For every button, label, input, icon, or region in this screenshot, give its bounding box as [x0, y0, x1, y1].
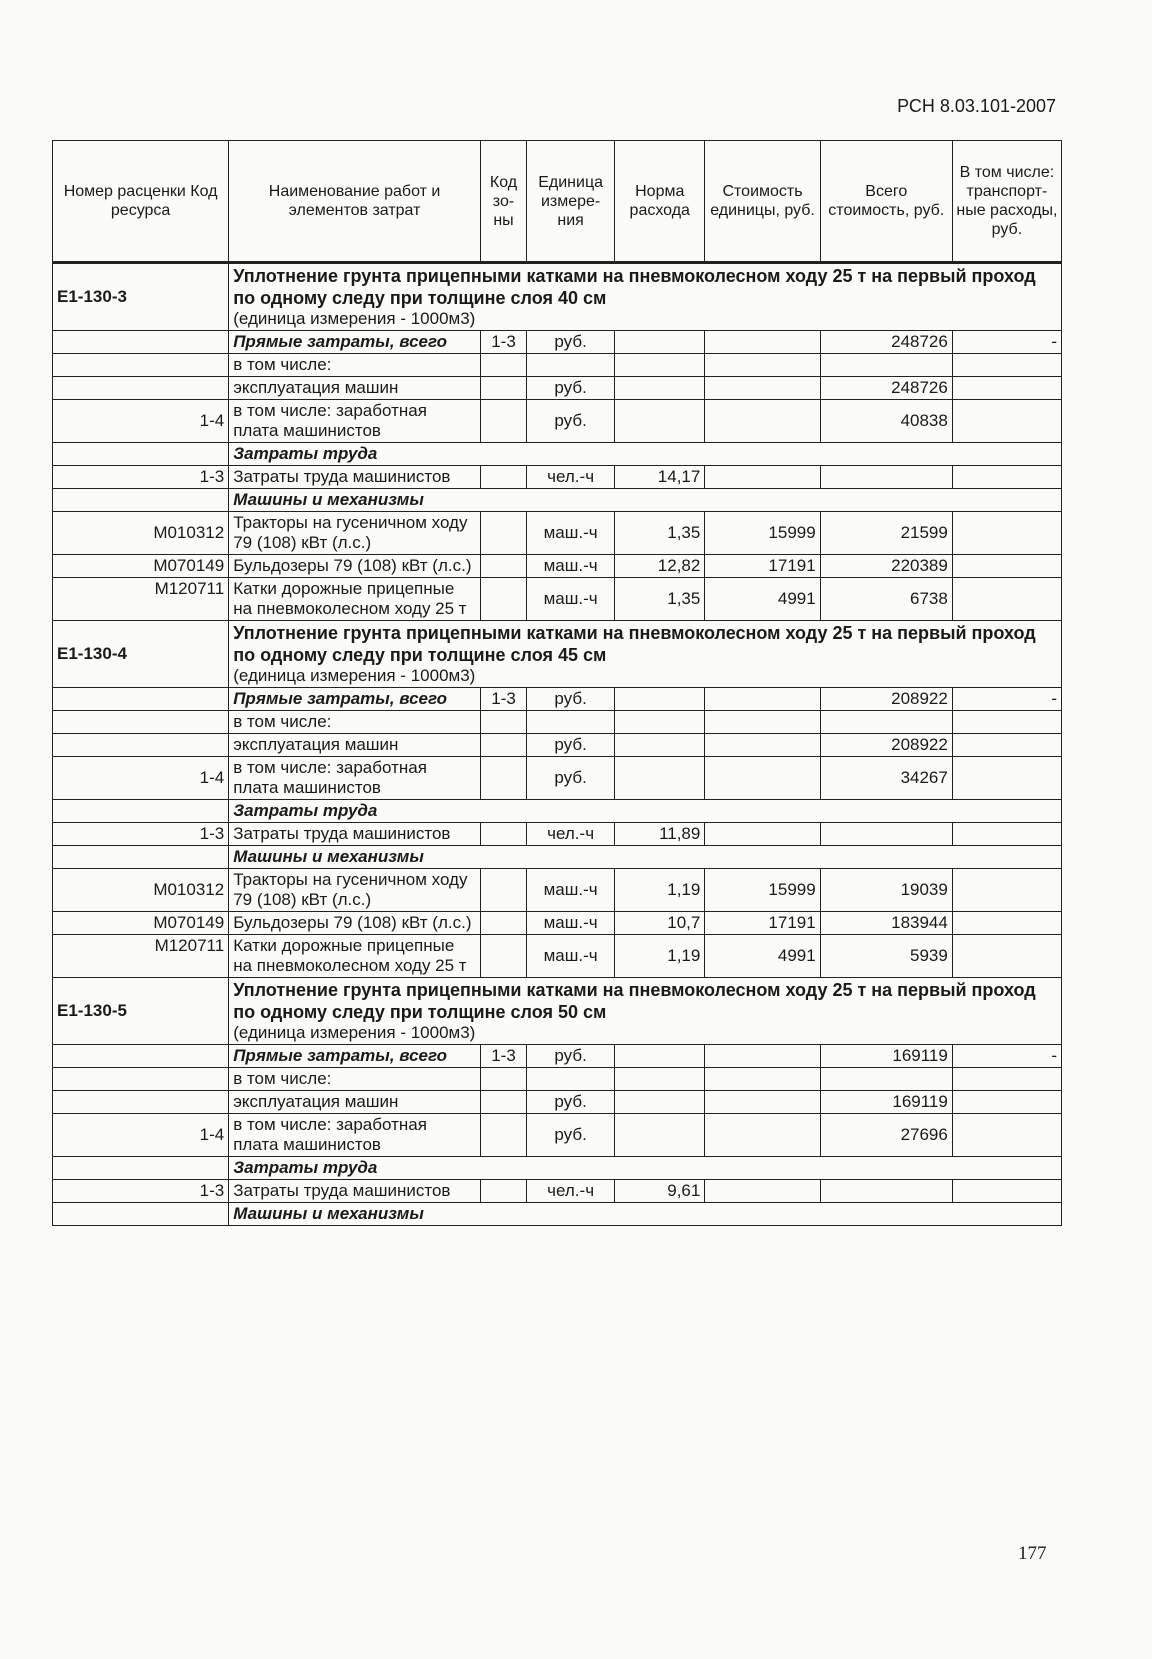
- direct-total: 208922: [820, 688, 952, 711]
- direct-costs-label: Прямые затраты, всего: [229, 688, 481, 711]
- resource-code: М010312: [53, 869, 229, 912]
- section-unit: (единица измерения - 1000м3): [233, 309, 476, 328]
- norm: 1,19: [615, 869, 705, 912]
- machines-section-label: Машины и механизмы: [229, 1203, 1062, 1226]
- resource-code: 1-4: [53, 400, 229, 443]
- rate-code: Е1-130-4: [53, 621, 229, 688]
- wage-row: [53, 1114, 1062, 1157]
- machine-row: [53, 512, 1062, 555]
- rate-code: Е1-130-3: [53, 263, 229, 331]
- exploit-label: эксплуатация машин: [229, 1091, 481, 1114]
- labor-norm: 9,61: [615, 1180, 705, 1203]
- unit: маш.-ч: [527, 912, 615, 935]
- machine-row: [53, 578, 1062, 621]
- wage-label: в том числе: заработная плата машинистов: [229, 757, 481, 800]
- header-zone-code: Код зо-ны: [480, 141, 526, 263]
- machine-name: Бульдозеры 79 (108) кВт (л.с.): [229, 555, 481, 578]
- resource-code: М120711: [53, 935, 229, 978]
- incl-row: [53, 1068, 1062, 1091]
- total: 5939: [820, 935, 952, 978]
- machine-name: Бульдозеры 79 (108) кВт (л.с.): [229, 912, 481, 935]
- norm: 1,35: [615, 512, 705, 555]
- resource-code: 1-4: [53, 757, 229, 800]
- section-title: [229, 263, 1062, 331]
- section-unit: (единица измерения - 1000м3): [233, 1023, 476, 1042]
- resource-code: 1-4: [53, 1114, 229, 1157]
- section-title-row: [53, 978, 1062, 1045]
- unit: чел.-ч: [527, 823, 615, 846]
- zone-code: 1-3: [480, 331, 526, 354]
- unit: маш.-ч: [527, 935, 615, 978]
- machines-section-label: Машины и механизмы: [229, 846, 1062, 869]
- wage-row: [53, 400, 1062, 443]
- total: 21599: [820, 512, 952, 555]
- unit: чел.-ч: [527, 1180, 615, 1203]
- document-code: РСН 8.03.101-2007: [897, 96, 1056, 116]
- machine-name: Тракторы на гусеничном ходу 79 (108) кВт (л.с.): [229, 869, 481, 912]
- labor-row: [53, 823, 1062, 846]
- transport-value: -: [952, 1045, 1061, 1068]
- section-title: [229, 621, 1062, 688]
- exploit-total: 169119: [820, 1091, 952, 1114]
- labor-label: Затраты труда машинистов: [229, 1180, 481, 1203]
- unit-price: 17191: [705, 912, 820, 935]
- unit: руб.: [527, 400, 615, 443]
- unit-price: 4991: [705, 578, 820, 621]
- norm: 10,7: [615, 912, 705, 935]
- direct-costs-row: [53, 1045, 1062, 1068]
- labor-row: [53, 1180, 1062, 1203]
- unit: руб.: [527, 1091, 615, 1114]
- incl-row: [53, 354, 1062, 377]
- resource-code: М070149: [53, 555, 229, 578]
- unit: маш.-ч: [527, 555, 615, 578]
- section-title-text: Уплотнение грунта прицепными катками на пневмоколесном ходу 25 т на первый проход по одному следу при толщине слоя 40 см: [233, 266, 1036, 308]
- incl-label: в том числе:: [229, 711, 481, 734]
- wage-total: 40838: [820, 400, 952, 443]
- unit: руб.: [527, 377, 615, 400]
- exploit-row: [53, 734, 1062, 757]
- exploit-row: [53, 1091, 1062, 1114]
- total: 220389: [820, 555, 952, 578]
- total: 6738: [820, 578, 952, 621]
- unit: руб.: [527, 1045, 615, 1068]
- unit: руб.: [527, 688, 615, 711]
- machines-section-label: Машины и механизмы: [229, 489, 1062, 512]
- unit-price: 17191: [705, 555, 820, 578]
- machine-name: Катки дорожные прицепные на пневмоколесном ходу 25 т: [229, 935, 481, 978]
- rate-code: Е1-130-5: [53, 978, 229, 1045]
- labor-section-label: Затраты труда: [229, 800, 1062, 823]
- labor-section-label: Затраты труда: [229, 1157, 1062, 1180]
- section-title-row: [53, 621, 1062, 688]
- exploit-label: эксплуатация машин: [229, 377, 481, 400]
- header-unit-cost: Стоимость единицы, руб.: [705, 141, 820, 263]
- machine-row: [53, 912, 1062, 935]
- unit: руб.: [527, 1114, 615, 1157]
- direct-costs-row: [53, 688, 1062, 711]
- transport-value: -: [952, 688, 1061, 711]
- labor-section-row: [53, 1157, 1062, 1180]
- unit: маш.-ч: [527, 512, 615, 555]
- header-norm: Норма расхода: [615, 141, 705, 263]
- total: 19039: [820, 869, 952, 912]
- machine-name: Катки дорожные прицепные на пневмоколесном ходу 25 т: [229, 578, 481, 621]
- exploit-total: 208922: [820, 734, 952, 757]
- wage-label: в том числе: заработная плата машинистов: [229, 1114, 481, 1157]
- machine-row: [53, 869, 1062, 912]
- header-total-cost: Всего стоимость, руб.: [820, 141, 952, 263]
- resource-code: М010312: [53, 512, 229, 555]
- labor-label: Затраты труда машинистов: [229, 466, 481, 489]
- incl-label: в том числе:: [229, 1068, 481, 1091]
- direct-costs-row: [53, 331, 1062, 354]
- section-unit: (единица измерения - 1000м3): [233, 666, 476, 685]
- wage-label: в том числе: заработная плата машинистов: [229, 400, 481, 443]
- machines-section-row: [53, 846, 1062, 869]
- labor-label: Затраты труда машинистов: [229, 823, 481, 846]
- machines-section-row: [53, 1203, 1062, 1226]
- labor-row: [53, 466, 1062, 489]
- resource-code: 1-3: [53, 823, 229, 846]
- section-title: [229, 978, 1062, 1045]
- direct-costs-label: Прямые затраты, всего: [229, 1045, 481, 1068]
- norm: 1,35: [615, 578, 705, 621]
- resource-code: 1-3: [53, 466, 229, 489]
- zone-code: 1-3: [480, 688, 526, 711]
- wage-total: 27696: [820, 1114, 952, 1157]
- unit: руб.: [527, 734, 615, 757]
- exploit-label: эксплуатация машин: [229, 734, 481, 757]
- incl-label: в том числе:: [229, 354, 481, 377]
- unit: руб.: [527, 331, 615, 354]
- section-title-text: Уплотнение грунта прицепными катками на пневмоколесном ходу 25 т на первый проход по одному следу при толщине слоя 50 см: [233, 980, 1036, 1022]
- unit: маш.-ч: [527, 578, 615, 621]
- transport-value: -: [952, 331, 1061, 354]
- wage-total: 34267: [820, 757, 952, 800]
- labor-section-label: Затраты труда: [229, 443, 1062, 466]
- unit-price: 15999: [705, 512, 820, 555]
- wage-row: [53, 757, 1062, 800]
- header-row: [53, 141, 1062, 263]
- resource-code: М120711: [53, 578, 229, 621]
- unit: чел.-ч: [527, 466, 615, 489]
- total: 183944: [820, 912, 952, 935]
- unit-price: 4991: [705, 935, 820, 978]
- resource-code: М070149: [53, 912, 229, 935]
- direct-total: 248726: [820, 331, 952, 354]
- section-title-row: [53, 263, 1062, 331]
- norm: 1,19: [615, 935, 705, 978]
- header-unit: Единица измере-ния: [527, 141, 615, 263]
- machine-name: Тракторы на гусеничном ходу 79 (108) кВт (л.с.): [229, 512, 481, 555]
- direct-costs-label: Прямые затраты, всего: [229, 331, 481, 354]
- norm: 12,82: [615, 555, 705, 578]
- exploit-total: 248726: [820, 377, 952, 400]
- page-number: 177: [1018, 1543, 1047, 1564]
- unit: руб.: [527, 757, 615, 800]
- unit-price: 15999: [705, 869, 820, 912]
- resource-code: 1-3: [53, 1180, 229, 1203]
- exploit-row: [53, 377, 1062, 400]
- machines-section-row: [53, 489, 1062, 512]
- machine-row: [53, 555, 1062, 578]
- labor-section-row: [53, 800, 1062, 823]
- rates-table: [52, 140, 1062, 1226]
- labor-section-row: [53, 443, 1062, 466]
- header-work-name: Наименование работ и элементов затрат: [229, 141, 481, 263]
- direct-total: 169119: [820, 1045, 952, 1068]
- machine-row: [53, 935, 1062, 978]
- zone-code: 1-3: [480, 1045, 526, 1068]
- unit: маш.-ч: [527, 869, 615, 912]
- header-rate-number: Номер расценки Код ресурса: [53, 141, 229, 263]
- labor-norm: 11,89: [615, 823, 705, 846]
- labor-norm: 14,17: [615, 466, 705, 489]
- header-transport: В том числе: транспорт-ные расходы, руб.: [952, 141, 1061, 263]
- section-title-text: Уплотнение грунта прицепными катками на пневмоколесном ходу 25 т на первый проход по одному следу при толщине слоя 45 см: [233, 623, 1036, 665]
- incl-row: [53, 711, 1062, 734]
